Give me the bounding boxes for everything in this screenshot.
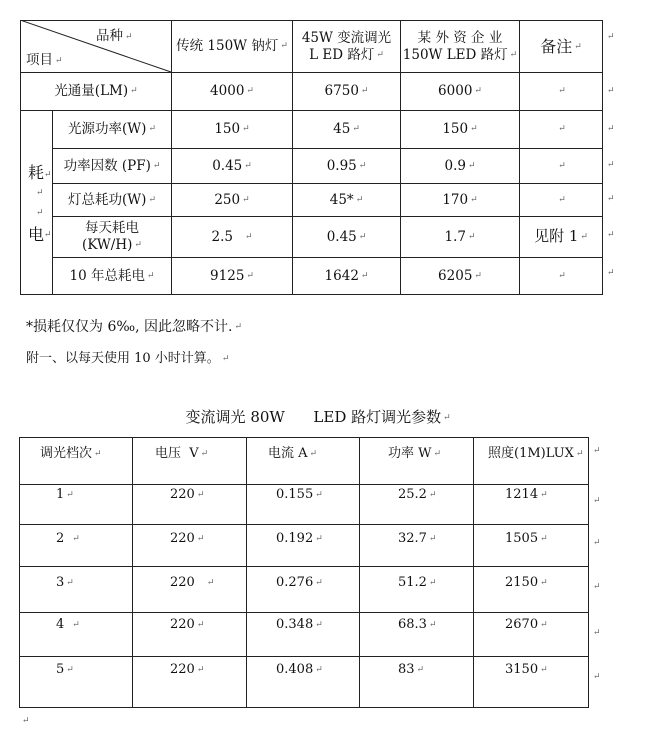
table-cell: 0.192 ↵: [276, 531, 323, 546]
remark-see-appendix: 见附 1 ↵: [534, 227, 588, 246]
table-cell: ↵: [558, 194, 566, 205]
table-cell: 3150 ↵: [505, 662, 548, 677]
table-cell: 0.348 ↵: [276, 617, 323, 632]
table-cell: ↵: [558, 124, 566, 134]
para-mark: ↵: [593, 628, 601, 638]
table-cell: 0.45 ↵: [212, 157, 252, 174]
table-cell: ↵: [558, 270, 566, 281]
table-cell: 0.45 ↵: [326, 228, 367, 245]
header-voltage: 电压 V ↵: [155, 446, 209, 461]
table-cell: 1214 ↵: [505, 487, 548, 502]
table-cell: 150 ↵: [442, 121, 478, 137]
table-cell: 220 ↵: [170, 487, 205, 502]
header-power: 功率 W ↵: [388, 446, 442, 461]
para-mark: ↵: [593, 496, 601, 506]
table-cell: 2.5 ↵: [211, 228, 253, 245]
table-cell: 51.2 ↵: [398, 575, 437, 590]
corner-top-label: 品种 ↵: [96, 28, 133, 44]
table-cell: 3 ↵: [56, 575, 74, 590]
table-cell: 0.408 ↵: [276, 662, 323, 677]
para-mark: ↵: [44, 170, 52, 180]
table-cell: 2670 ↵: [505, 617, 548, 632]
para-mark: ↵: [593, 672, 601, 682]
row-label-light-power: 光源功率(W) ↵: [68, 121, 156, 137]
table-cell: 1505 ↵: [505, 531, 548, 546]
table-cell: 45* ↵: [329, 191, 364, 208]
table-cell: 220 ↵: [170, 617, 205, 632]
header-foreign-led: 某 外 资 企 业 150W LED 路灯 ↵: [402, 29, 518, 63]
para-mark: ↵: [593, 538, 601, 548]
table-cell: 0.9 ↵: [444, 157, 476, 174]
table-cell: 1642 ↵: [324, 267, 369, 284]
table-cell: 220 ↵: [170, 575, 215, 590]
para-mark: ↵: [607, 160, 615, 170]
table-cell: 0.95 ↵: [326, 157, 367, 174]
table-cell: 0.276 ↵: [276, 575, 323, 590]
group-label-consume: 耗: [28, 163, 45, 182]
para-mark: ↵: [36, 208, 44, 218]
table-cell: 6205 ↵: [438, 267, 482, 284]
para-mark: ↵: [607, 268, 615, 278]
luminous-remark: ↵: [558, 86, 566, 96]
table-cell: 220 ↵: [170, 662, 205, 677]
para-mark: ↵: [44, 230, 52, 240]
table-cell: 150 ↵: [214, 121, 250, 137]
para-mark: ↵: [607, 194, 615, 204]
header-dimming-level: 调光档次 ↵: [40, 446, 102, 461]
table-cell: 1 ↵: [56, 487, 74, 502]
para-mark: ↵: [36, 188, 44, 198]
para-mark: ↵: [607, 32, 615, 42]
header-illuminance: 照度(1M)LUX ↵: [488, 446, 584, 461]
para-mark: ↵: [22, 716, 30, 726]
para-mark: ↵: [593, 582, 601, 592]
row-label-ten-year-consumption: 10 年总耗电 ↵: [69, 267, 155, 284]
table-cell: ↵: [558, 160, 566, 171]
table-cell: 250 ↵: [214, 191, 250, 208]
table-cell: 45 ↵: [333, 121, 360, 137]
para-mark: ↵: [593, 446, 601, 456]
table-cell: 1.7 ↵: [444, 228, 476, 245]
table-cell: 2150 ↵: [505, 575, 548, 590]
table-cell: 25.2 ↵: [398, 487, 437, 502]
luminous-flux-label: 光通量(LM) ↵: [54, 83, 138, 99]
table-cell: 68.3 ↵: [398, 617, 437, 632]
table-cell: 4 ↵: [56, 617, 80, 632]
table-cell: 83 ↵: [398, 662, 425, 677]
table-cell: 0.155 ↵: [276, 487, 323, 502]
group-label-electric: 电: [28, 225, 45, 244]
table-cell: 9125 ↵: [210, 267, 254, 284]
row-label-total-power: 灯总耗功(W) ↵: [68, 191, 156, 208]
row-label-power-factor: 功率因数 (PF) ↵: [63, 157, 161, 174]
appendix-note: 附一、以每天使用 10 小时计算。 ↵: [26, 351, 230, 366]
table-cell: 220 ↵: [170, 531, 205, 546]
luminous-value: 6750 ↵: [324, 83, 369, 99]
para-mark: ↵: [607, 124, 615, 134]
dimming-table-title: 变流调光 80W LED 路灯调光参数 ↵: [185, 408, 451, 426]
corner-bottom-label: 项目 ↵: [26, 52, 63, 68]
header-traditional-lamp: 传统 150W 钠灯 ↵: [176, 38, 288, 54]
para-mark: ↵: [607, 86, 615, 96]
para-mark: ↵: [607, 230, 615, 240]
table-cell: 2 ↵: [56, 531, 80, 546]
table-cell: 32.7 ↵: [398, 531, 437, 546]
loss-note: *损耗仅仅为 6‰, 因此忽略不计. ↵: [26, 319, 243, 335]
luminous-value: 6000 ↵: [438, 83, 482, 99]
header-remarks: 备注 ↵: [540, 36, 582, 56]
luminous-value: 4000 ↵: [210, 83, 254, 99]
header-current: 电流 A ↵: [268, 446, 318, 461]
row-label-daily-consumption: 每天耗电 (KW/H) ↵: [82, 220, 142, 253]
table-cell: 170 ↵: [442, 191, 478, 208]
header-dimming-led: 45W 变流调光 L ED 路灯 ↵: [301, 29, 392, 63]
table-cell: 5 ↵: [56, 662, 74, 677]
